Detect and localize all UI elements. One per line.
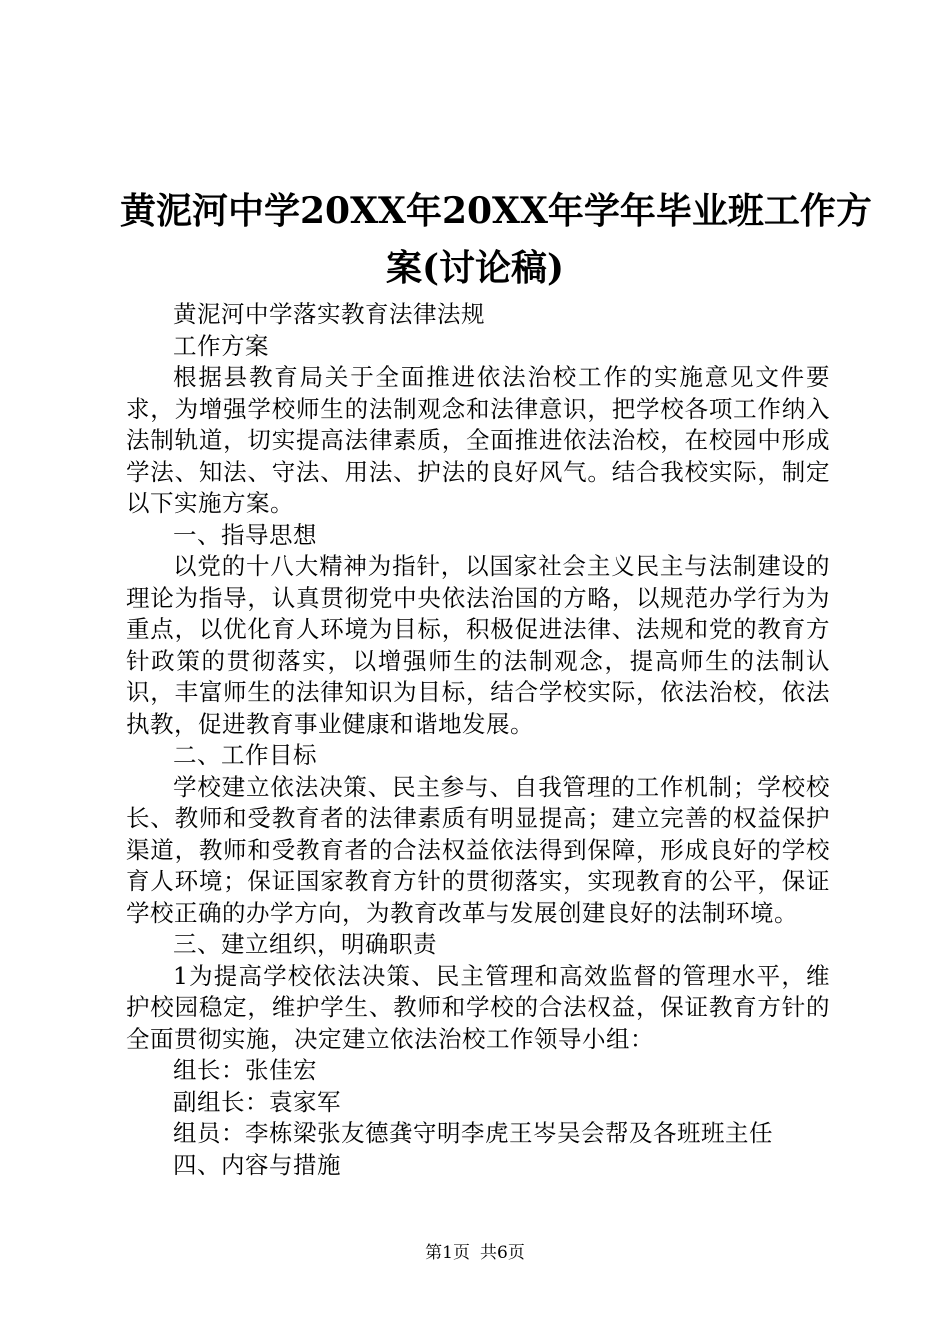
section-heading-guiding: 一、指导思想 [173,520,317,549]
section-heading-goals: 二、工作目标 [173,741,317,769]
section-heading-organization: 三、建立组织，明确职责 [173,930,437,958]
group-members: 组员：李栋梁张友德龚守明李虎王岑吴会帮及各班班主任 [173,1119,773,1147]
document-body [126,299,830,1181]
page-footer [0,1243,950,1263]
subtitle-plan: 工作方案 [173,331,269,360]
goals-paragraph: 学校建立依法决策、民主参与、自我管理的工作机制；学校校长、教师和受教育者的法律素质有明显提高；建立完善的权益保护渠道，教师和受教育者的合法权益依法得到保障，形成良好的学校育人环境；保证国家教育方针的贯彻落实，实现教育的公平，保证学校正确的办学方向，为教育改革与发展创建良好的法制环境。 [126,772,830,927]
subtitle-school: 黄泥河中学落实教育法律法规 [173,300,485,328]
page-number-total: 共6页 [480,1243,525,1263]
group-deputy-leader: 副组长：袁家军 [173,1087,341,1116]
document-title-line-1: 黄泥河中学20XX年20XX年学年毕业班工作方 [120,190,872,232]
organization-paragraph: 1为提高学校依法决策、民主管理和高效监督的管理水平，维护校园稳定，维护学生、教师和学校的合法权益，保证教育方针的全面贯彻实施，决定建立依法治校工作领导小组： [126,961,830,1053]
page-number-current: 第1页 [425,1243,470,1263]
section-heading-measures: 四、内容与措施 [173,1150,341,1179]
document-title-line-2: 案(讨论稿) [385,247,565,289]
group-leader: 组长：张佳宏 [173,1056,317,1084]
guiding-paragraph: 以党的十八大精神为指针，以国家社会主义民主与法制建设的理论为指导，认真贯彻党中央依法治国的方略，以规范办学行为为重点，以优化育人环境为目标，积极促进法律、法规和党的教育方针政策的贯彻落实，以增强师生的法制观念，提高师生的法制认识，丰富师生的法律知识为目标，结合学校实际，依法治校，依法执教，促进教育事业健康和谐地发展。 [126,552,830,738]
intro-paragraph: 根据县教育局关于全面推进依法治校工作的实施意见文件要求，为增强学校师生的法制观念和法律意识，把学校各项工作纳入法制轨道，切实提高法律素质，全面推进依法治校，在校园中形成学法、知法、守法、用法、护法的良好风气。结合我校实际，制定以下实施方案。 [126,363,830,517]
